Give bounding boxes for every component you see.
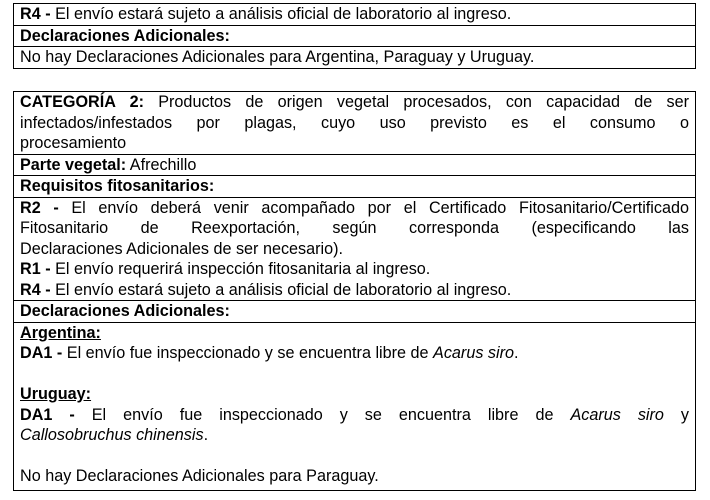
r2-l2: Fitosanitario de Reexportación, según corresponda (especificando las bbox=[20, 219, 689, 237]
top-requirements-table bbox=[13, 3, 696, 69]
additional-declarations-body bbox=[14, 323, 695, 490]
spacer bbox=[20, 446, 689, 467]
argentina-da1-end: . bbox=[514, 344, 519, 362]
category-2-table bbox=[13, 91, 696, 491]
r1-code: R1 - bbox=[20, 260, 51, 278]
r1-text: El envío requerirá inspección fitosanitaria al ingreso. bbox=[50, 260, 431, 278]
category-desc-l1: Productos de origen vegetal procesados, con capacidad de ser bbox=[143, 93, 689, 111]
plant-part-value: Afrechillo bbox=[126, 155, 197, 174]
uruguay-da1-text: El envío fue inspeccionado y se encuentra libre de bbox=[74, 405, 571, 424]
argentina-da1-code: DA1 - bbox=[20, 344, 63, 362]
argentina-heading: Argentina: bbox=[20, 323, 101, 342]
uruguay-da1-code: DA1 - bbox=[20, 405, 75, 424]
uruguay-da1-species1: Acarus siro bbox=[570, 405, 664, 424]
category-desc-l3: procesamiento bbox=[20, 134, 127, 152]
uruguay-da1-end: . bbox=[203, 426, 209, 444]
r2-l1: El envío deberá venir acompañado por el Certificado Fitosanitario/Certificado bbox=[58, 198, 689, 217]
r4-code: R4 - bbox=[20, 5, 51, 23]
r4-row bbox=[14, 4, 695, 26]
additional-declarations-header: Declaraciones Adicionales: bbox=[14, 26, 695, 48]
requirements-body bbox=[14, 198, 695, 302]
category-desc-l2: infectados/infestados por plagas, cuyo uso previsto es el consumo o bbox=[20, 113, 689, 132]
r2-l3: Declaraciones Adicionales de ser necesario). bbox=[20, 239, 344, 258]
additional-declarations-header-cat2: Declaraciones Adicionales: bbox=[14, 301, 695, 323]
category-row bbox=[14, 92, 695, 155]
paraguay-note: No hay Declaraciones Adicionales para Paraguay. bbox=[20, 467, 379, 485]
r4-text-cat2: El envío estará sujeto a análisis oficial de laboratorio al ingreso. bbox=[50, 280, 512, 299]
category-label: CATEGORÍA 2: bbox=[20, 93, 144, 111]
uruguay-da1-species2: Callosobruchus chinensis bbox=[20, 426, 204, 444]
r4-code-cat2: R4 - bbox=[20, 280, 51, 299]
r4-text: El envío estará sujeto a análisis oficial de laboratorio al ingreso. bbox=[50, 5, 512, 23]
spacer bbox=[20, 364, 689, 385]
argentina-da1-text: El envío fue inspeccionado y se encuentra libre de bbox=[62, 344, 434, 362]
r2-code: R2 - bbox=[20, 198, 59, 217]
uruguay-da1-and: y bbox=[663, 405, 690, 424]
plant-part-row bbox=[14, 155, 695, 177]
plant-part-label: Parte vegetal: bbox=[20, 155, 127, 174]
uruguay-heading: Uruguay: bbox=[20, 385, 92, 403]
argentina-da1-species: Acarus siro bbox=[433, 344, 514, 362]
phytosanitary-requirements-header: Requisitos fitosanitarios: bbox=[14, 176, 695, 198]
additional-declarations-text: No hay Declaraciones Adicionales para Argentina, Paraguay y Uruguay. bbox=[20, 48, 535, 66]
